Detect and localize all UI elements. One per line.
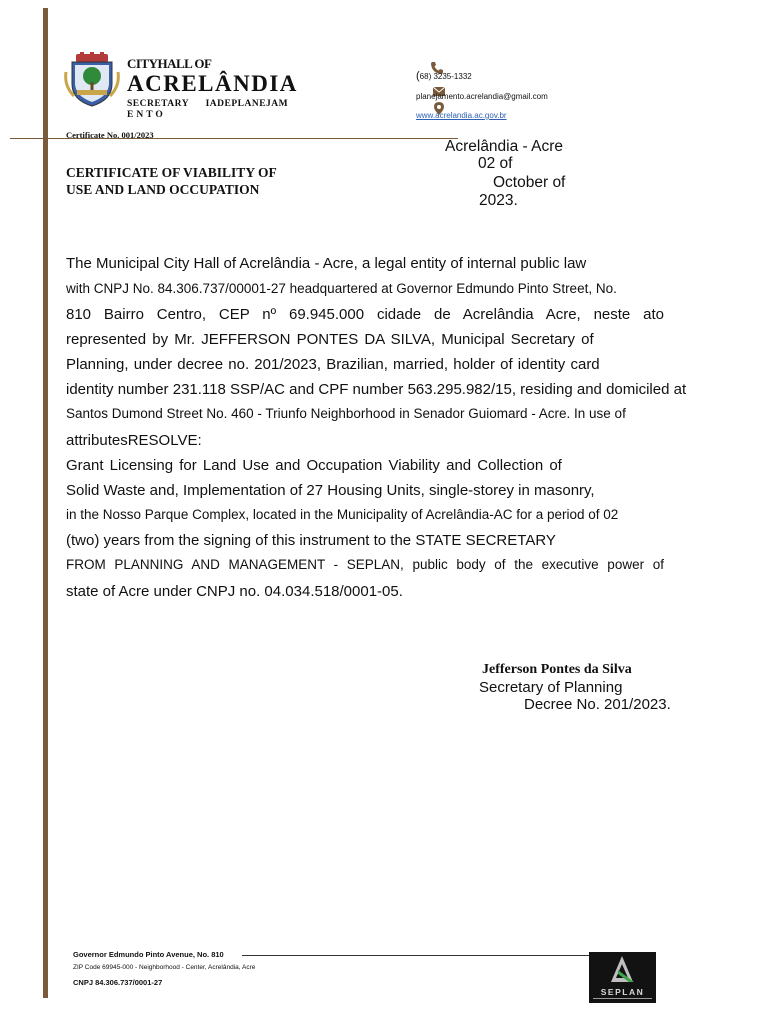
certificate-number: Certificate No. 001/2023 <box>66 130 154 140</box>
footer-divider <box>242 955 590 956</box>
date-year: 2023. <box>479 192 518 209</box>
body-line: The Municipal City Hall of Acrelândia - Acre, a legal entity of internal public law <box>66 255 587 272</box>
body-line: Solid Waste and, Implementation of 27 Housing Units, single-storey in masonry, <box>66 482 595 499</box>
body-line: Planning, under decree no. 201/2023, Brazilian, married, holder of identity card <box>66 356 600 373</box>
body-line: identity number 231.118 SSP/AC and CPF number 563.295.982/15, residing and domiciled at <box>66 381 687 398</box>
body-line: state of Acre under CNPJ no. 04.034.518/0001-05. <box>66 583 403 600</box>
phone-digits: 68) 3235-1332 <box>419 72 472 81</box>
document-title-line2: USE AND LAND OCCUPATION <box>66 182 260 197</box>
signatory-name: Jefferson Pontes da Silva <box>482 662 632 677</box>
secretary-line: SECRETARY IADEPLANEJAM <box>127 99 289 109</box>
body-line: Santos Dumond Street No. 460 - Triunfo Neighborhood in Senador Guiomard - Acre. In use of <box>66 406 626 421</box>
body-line: represented by Mr. JEFFERSON PONTES DA SILVA, Municipal Secretary of <box>66 331 594 348</box>
body-line: with CNPJ No. 84.306.737/00001-27 headquartered at Governor Edmundo Pinto Street, No. <box>66 281 617 296</box>
body-line: FROM PLANNING AND MANAGEMENT - SEPLAN, public body of the executive power of <box>66 557 664 572</box>
signatory-decree: Decree No. 201/2023. <box>524 696 671 713</box>
date-day: 02 of <box>478 155 513 172</box>
city-name: ACRELÂNDIA <box>127 71 298 96</box>
website-link[interactable]: www.acrelandia.ac.gov.br <box>416 111 507 120</box>
email-address[interactable]: planejamento.acrelandia@gmail.com <box>416 92 548 101</box>
secretary-line-continued: ENTO <box>127 110 166 120</box>
footer-address: Governor Edmundo Pinto Avenue, No. 810 <box>73 950 224 959</box>
footer-zip: ZIP Code 69945-000 - Neighborhood - Center, Acrelândia, Acre <box>73 964 256 971</box>
body-line: attributesRESOLVE: <box>66 432 202 449</box>
body-line: Grant Licensing for Land Use and Occupation Viability and Collection of <box>66 457 562 474</box>
body-line: in the Nosso Parque Complex, located in the Municipality of Acrelândia-AC for a period of 02 <box>66 507 619 522</box>
body-line: (two) years from the signing of this instrument to the STATE SECRETARY <box>66 532 556 549</box>
left-margin-rule <box>43 8 48 998</box>
city-hall-heading: CITYHALL OF <box>127 56 212 71</box>
seplan-logo-text: SEPLAN <box>600 987 645 997</box>
phone-paren: ( <box>416 70 420 82</box>
body-line: 810 Bairro Centro, CEP nº 69.945.000 cidade de Acrelândia Acre, neste ato <box>66 306 664 323</box>
municipal-crest-icon <box>64 52 120 108</box>
date-month: October of <box>493 174 566 191</box>
document-title: CERTIFICATE OF VIABILITY OF <box>66 165 277 180</box>
signatory-role: Secretary of Planning <box>479 679 623 696</box>
footer-cnpj: CNPJ 84.306.737/0001-27 <box>73 978 163 987</box>
phone-number <box>416 70 472 82</box>
date-place: Acrelândia - Acre <box>445 138 564 155</box>
